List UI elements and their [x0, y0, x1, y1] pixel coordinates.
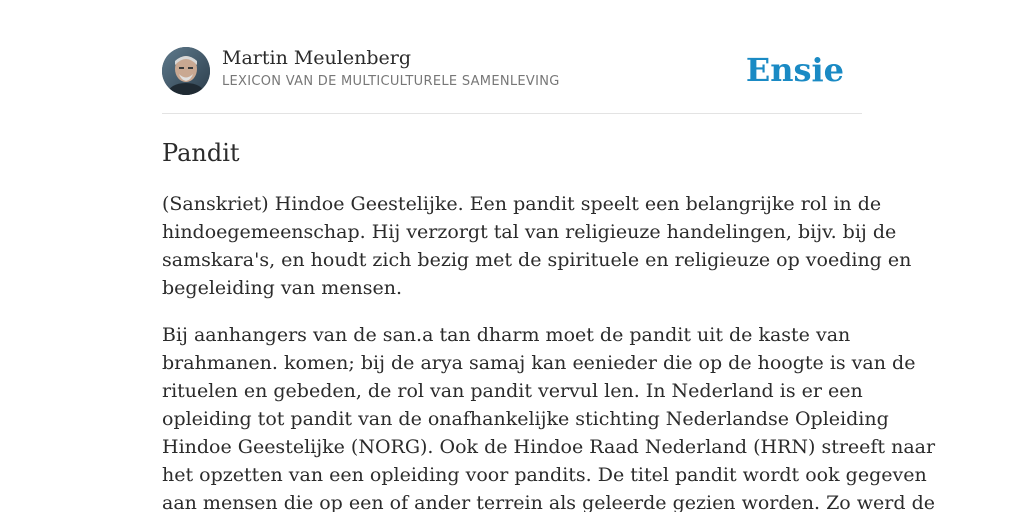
- paragraph-line: begeleiding van mensen.: [162, 277, 402, 299]
- paragraph-line: opleiding tot pandit van de onafhankelijke stichting Nederlandse Opleiding: [162, 408, 889, 430]
- article-title: Pandit: [162, 139, 240, 167]
- article-header: [162, 46, 862, 96]
- paragraph-line: Hindoe Geestelijke (NORG). Ook de Hindoe Raad Nederland (HRN) streeft naar: [162, 436, 936, 458]
- paragraph-line: (Sanskriet) Hindoe Geestelijke. Een pandit speelt een belangrijke rol in de: [162, 193, 882, 215]
- author-name[interactable]: Martin Meulenberg: [222, 47, 411, 69]
- paragraph-line: het opzetten van een opleiding voor pandits. De titel pandit wordt ook gegeven: [162, 464, 927, 486]
- paragraph-line: Bij aanhangers van de san.a tan dharm moet de pandit uit de kaste van: [162, 324, 851, 346]
- brand-logo[interactable]: Ensie: [745, 51, 844, 89]
- avatar[interactable]: [162, 47, 210, 95]
- paragraph-line: aan mensen die op een of ander terrein als geleerde gezien worden. Zo werd de: [162, 492, 935, 512]
- paragraph-line: brahmanen. komen; bij de arya samaj kan eenieder die op de hoogte is van de: [162, 352, 916, 374]
- author-photo: [162, 47, 210, 95]
- paragraph-line: rituelen en gebeden, de rol van pandit vervul len. In Nederland is er een: [162, 380, 863, 402]
- article-paragraph: [162, 321, 936, 512]
- paragraph-line: hindoegemeenschap. Hij verzorgt tal van religieuze handelingen, bijv. bij de: [162, 221, 897, 243]
- header-divider: [162, 113, 862, 114]
- publication-name[interactable]: LEXICON VAN DE MULTICULTURELE SAMENLEVING: [222, 74, 560, 89]
- article-paragraph: [162, 190, 912, 302]
- paragraph-line: samskara's, en houdt zich bezig met de spirituele en religieuze op voeding en: [162, 249, 912, 271]
